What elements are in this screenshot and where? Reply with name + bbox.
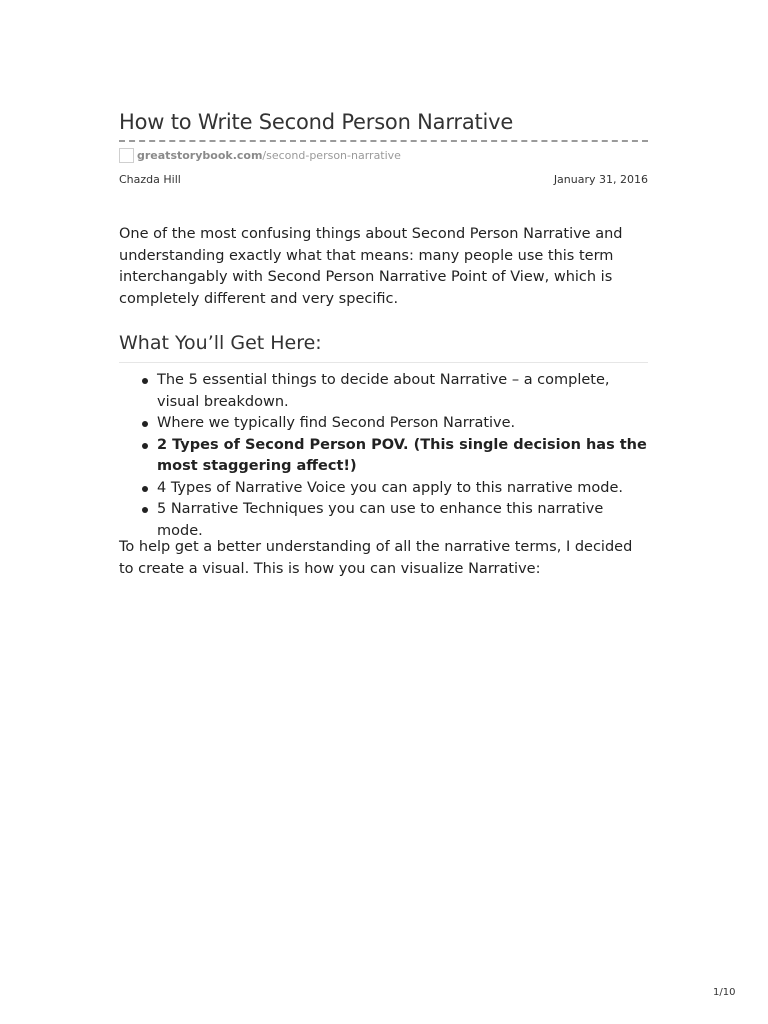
list-item — [119, 478, 648, 500]
list-item — [119, 435, 648, 478]
publish-date: January 31, 2016 — [553, 173, 648, 186]
list-item-text: 5 Narrative Techniques you can use to enhance this narrative mode. — [157, 501, 604, 539]
title-divider — [119, 140, 648, 142]
bullet-icon — [142, 507, 148, 513]
source-link[interactable] — [119, 147, 401, 163]
bullet-icon — [142, 378, 148, 384]
source-domain: greatstorybook.com — [137, 148, 263, 162]
favicon-icon — [119, 148, 134, 163]
list-item — [119, 413, 648, 435]
list-item — [119, 499, 648, 542]
list-item — [119, 370, 648, 413]
article-title: How to Write Second Person Narrative — [119, 110, 514, 134]
source-path: /second-person-narrative — [262, 148, 401, 162]
bullet-icon — [142, 443, 148, 449]
bullet-icon — [142, 421, 148, 427]
closing-paragraph: To help get a better understanding of all the narrative terms, I decided to create a visual. This is how you can visualize Narrative: — [119, 539, 633, 577]
bullet-list — [119, 370, 648, 542]
list-item-text: The 5 essential things to decide about Narrative – a complete, visual breakdown. — [157, 372, 610, 410]
author-name: Chazda Hill — [119, 173, 181, 186]
list-item-text: 2 Types of Second Person POV. (This single decision has the most staggering affect!) — [157, 436, 647, 474]
intro-paragraph: One of the most confusing things about Second Person Narrative and understanding exactly what that means: many people use this term interchangably with Second Person Narrative Point of View, which is completely different and very specific. — [119, 226, 623, 307]
article-meta — [119, 173, 648, 186]
list-item-text: 4 Types of Narrative Voice you can apply to this narrative mode. — [157, 479, 624, 496]
section-heading: What You’ll Get Here: — [119, 332, 322, 354]
section-divider — [119, 362, 648, 363]
bullet-icon — [142, 486, 148, 492]
list-item-text: Where we typically find Second Person Narrative. — [157, 415, 516, 431]
page-number: 1/10 — [713, 987, 736, 998]
